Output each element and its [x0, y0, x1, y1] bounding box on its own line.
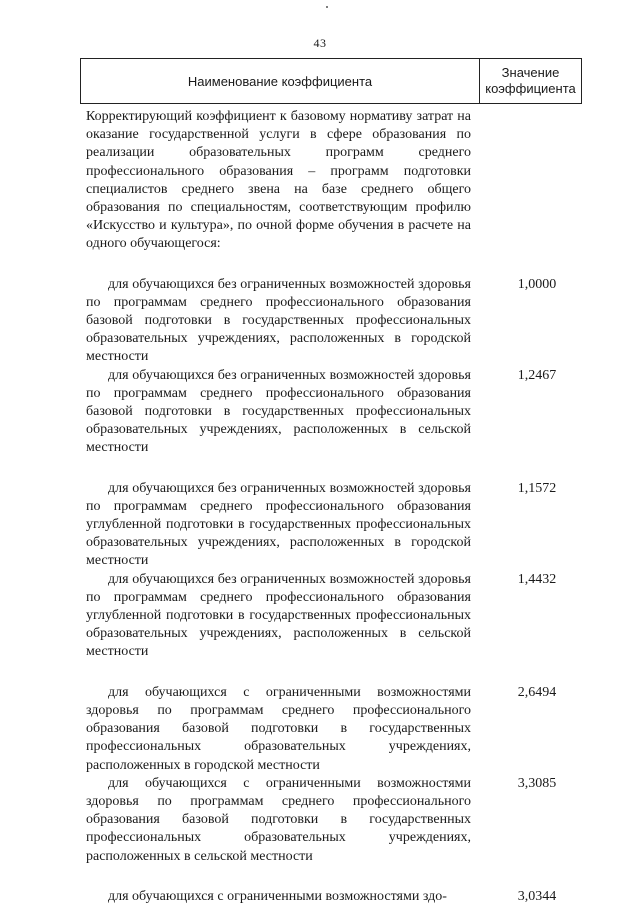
table-row — [80, 571, 582, 662]
scan-speck — [326, 6, 328, 8]
row-description: для обучающихся без ограниченных возможностей здоровья по программам среднего профессионального образования углубленной подготовки в государственных профессиональных образовательных учреждениях, расположенных в городской местности — [86, 480, 471, 569]
row-value: 1,4432 — [517, 571, 557, 587]
row-value: 3,0344 — [517, 888, 557, 904]
coefficient-table — [80, 58, 582, 906]
intro-paragraph: Корректирующий коэффициент к базовому нормативу затрат на оказание государственной услуги в сфере образования по реализации образовательных программ среднего профессионального образования – программ подготовки специалистов среднего звена на базе среднего общего образования по специальностям, соответствующим профилю «Искусство и культура», по очной форме обучения в расчете на одного обучающегося: — [86, 109, 471, 252]
table-row — [80, 684, 582, 775]
header-coefficient-value: Значение коэффициента — [480, 59, 582, 103]
page-number: 43 — [313, 36, 327, 50]
table-row — [80, 276, 582, 367]
table-row — [80, 888, 582, 906]
table-header — [80, 58, 582, 104]
row-value: 3,3085 — [517, 775, 557, 791]
table-row — [80, 480, 582, 571]
row-description: для обучающихся с ограниченными возможностями здо- — [108, 888, 447, 904]
header-coefficient-name: Наименование коэффициента — [80, 59, 480, 103]
row-description: для обучающихся без ограниченных возможностей здоровья по программам среднего профессионального образования базовой подготовки в государственных профессиональных образовательных учреждениях, расположенных в сельской местности — [86, 367, 471, 456]
row-value: 2,6494 — [517, 684, 557, 700]
row-description: для обучающихся без ограниченных возможностей здоровья по программам среднего профессионального образования базовой подготовки в государственных профессиональных образовательных учреждениях, расположенных в городской местности — [86, 276, 471, 365]
table-row — [80, 367, 582, 458]
row-value: 1,2467 — [517, 367, 557, 383]
row-description: для обучающихся без ограниченных возможностей здоровья по программам среднего профессионального образования углубленной подготовки в государственных профессиональных образовательных учреждениях, расположенных в сельской местности — [86, 571, 471, 660]
row-value: 1,1572 — [517, 480, 557, 496]
row-description: для обучающихся с ограниченными возможностями здоровья по программам среднего профессионального образования базовой подготовки в государственных профессиональных образовательных учреждениях, расположенных в сельской местности — [86, 775, 471, 864]
row-value: 1,0000 — [517, 276, 557, 292]
table-row — [80, 775, 582, 866]
row-description: для обучающихся с ограниченными возможностями здоровья по программам среднего профессионального образования базовой подготовки в государственных профессиональных образовательных учреждениях, расположенных в городской местности — [86, 684, 471, 773]
